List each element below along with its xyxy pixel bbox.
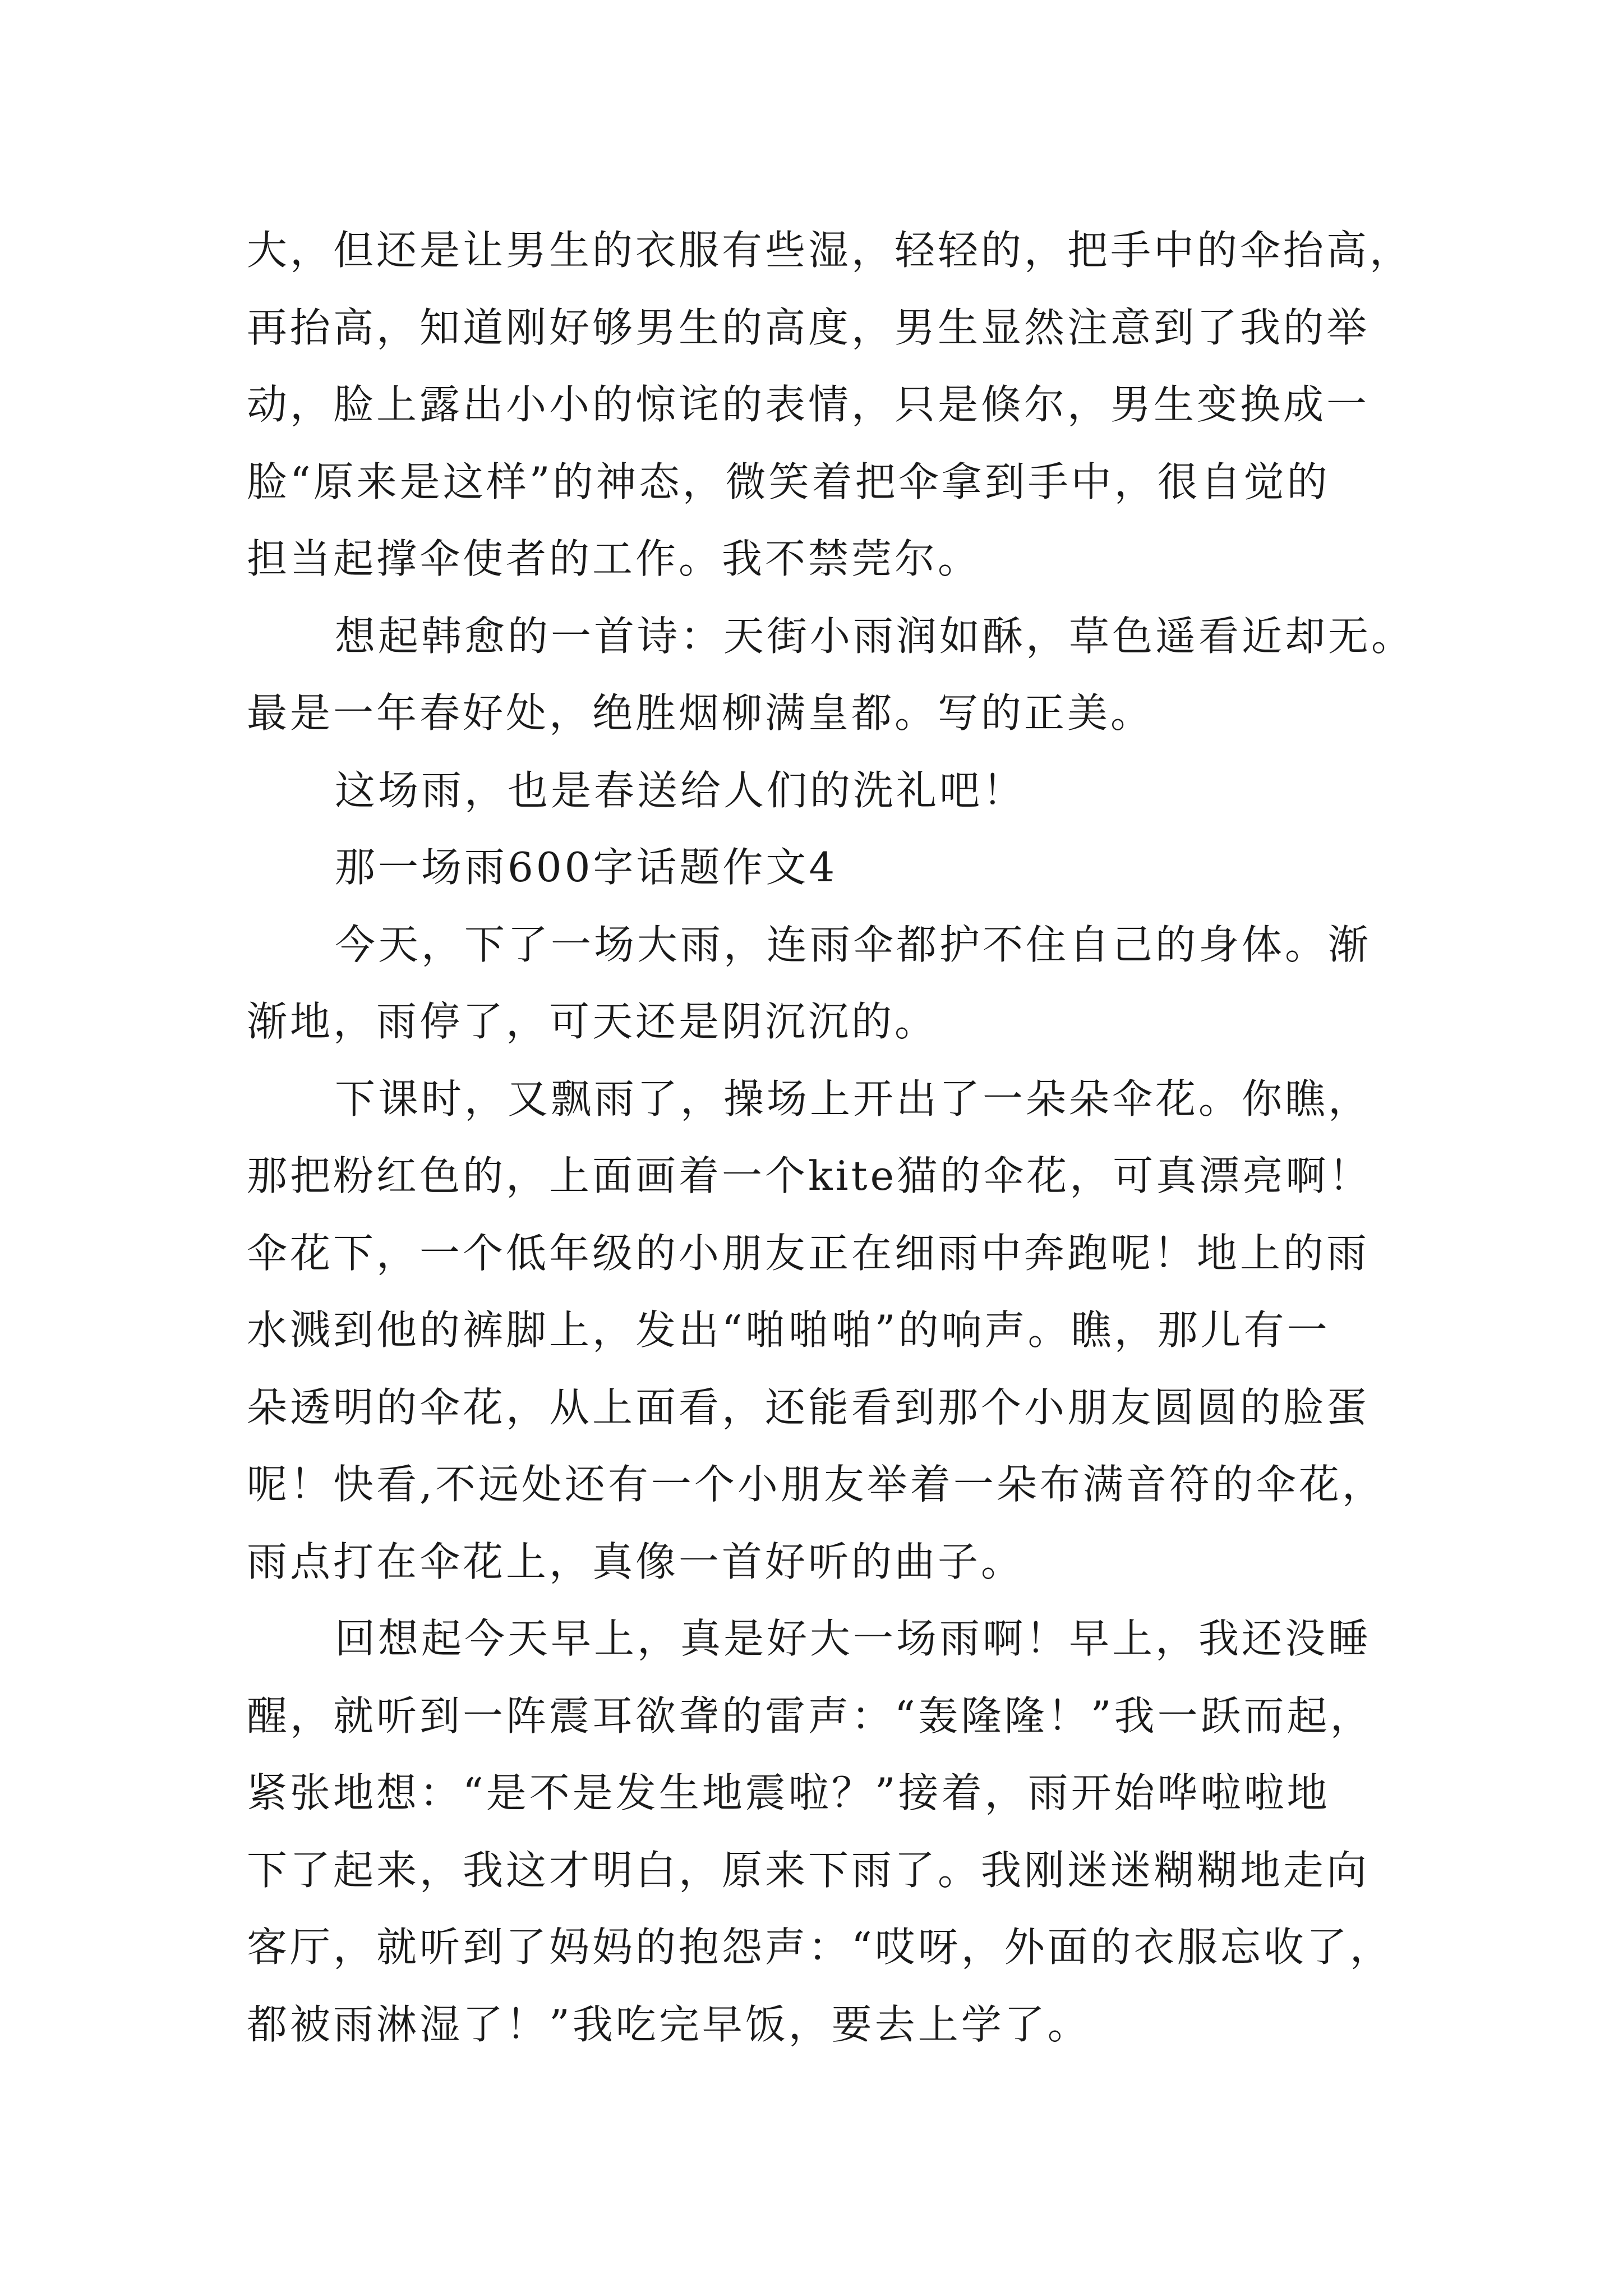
text-line: 那把粉红色的，上面画着一个kite猫的伞花，可真漂亮啊！ <box>247 1152 1372 1199</box>
text-line: 都被雨淋湿了！”我吃完早饭，要去上学了。 <box>247 2000 1091 2048</box>
text-line: 回想起今天早上，真是好大一场雨啊！早上，我还没睡 <box>335 1615 1372 1662</box>
text-line: 担当起撑伞使者的工作。我不禁莞尔。 <box>247 535 981 582</box>
text-line: 动，脸上露出小小的惊诧的表情，只是倏尔，男生变换成一 <box>247 381 1370 428</box>
text-line: 呢！快看,不远处还有一个小朋友举着一朵布满音符的伞花， <box>247 1461 1385 1508</box>
text-line: 下了起来，我这才明白，原来下雨了。我刚迷迷糊糊地走向 <box>247 1846 1370 1894</box>
text-line: 客厅，就听到了妈妈的抱怨声：“哎呀，外面的衣服忘收了， <box>247 1924 1393 1971</box>
text-line: 水溅到他的裤脚上，发出“啪啪啪”的响声。瞧，那儿有一 <box>247 1306 1330 1354</box>
text-line: 这场雨，也是春送给人们的洗礼吧！ <box>335 766 1026 814</box>
text-line: 那一场雨600字话题作文4 <box>335 844 838 891</box>
paragraph-morning <box>247 1600 1402 2063</box>
text-line: 紧张地想：“是不是发生地震啦？”接着，雨开始哗啦啦地 <box>247 1769 1330 1816</box>
paragraph-umbrella-flowers <box>247 1061 1402 1601</box>
paragraph-poem <box>247 598 1415 752</box>
text-line: 大，但还是让男生的衣服有些湿，轻轻的，把手中的伞抬高， <box>247 227 1413 274</box>
text-line: 下课时，又飘雨了，操场上开出了一朵朵伞花。你瞧， <box>335 1075 1372 1122</box>
text-line: 脸“原来是这样”的神态，微笑着把伞拿到手中，很自觉的 <box>247 458 1330 505</box>
text-line: 雨点打在伞花上，真像一首好听的曲子。 <box>247 1538 1025 1585</box>
paragraph-baptism <box>247 752 1402 830</box>
essay-title <box>247 829 1402 907</box>
paragraph-today <box>247 907 1402 1061</box>
text-line: 伞花下，一个低年级的小朋友正在细雨中奔跑呢！地上的雨 <box>247 1229 1370 1277</box>
essay-body <box>247 212 1415 2063</box>
text-line: 再抬高，知道刚好够男生的高度，男生显然注意到了我的举 <box>247 303 1370 351</box>
text-line: 最是一年春好处，绝胜烟柳满皇都。写的正美。 <box>247 689 1154 737</box>
text-line: 醒，就听到一阵震耳欲聋的雷声：“轰隆隆！”我一跃而起， <box>247 1692 1373 1740</box>
text-line: 想起韩愈的一首诗：天街小雨润如酥，草色遥看近却无。 <box>335 612 1415 660</box>
paragraph-continuation <box>247 212 1413 598</box>
text-line: 朵透明的伞花，从上面看，还能看到那个小朋友圆圆的脸蛋 <box>247 1383 1370 1431</box>
text-line: 渐地，雨停了，可天还是阴沉沉的。 <box>247 998 938 1045</box>
text-line: 今天，下了一场大雨，连雨伞都护不住自己的身体。渐 <box>335 921 1372 968</box>
